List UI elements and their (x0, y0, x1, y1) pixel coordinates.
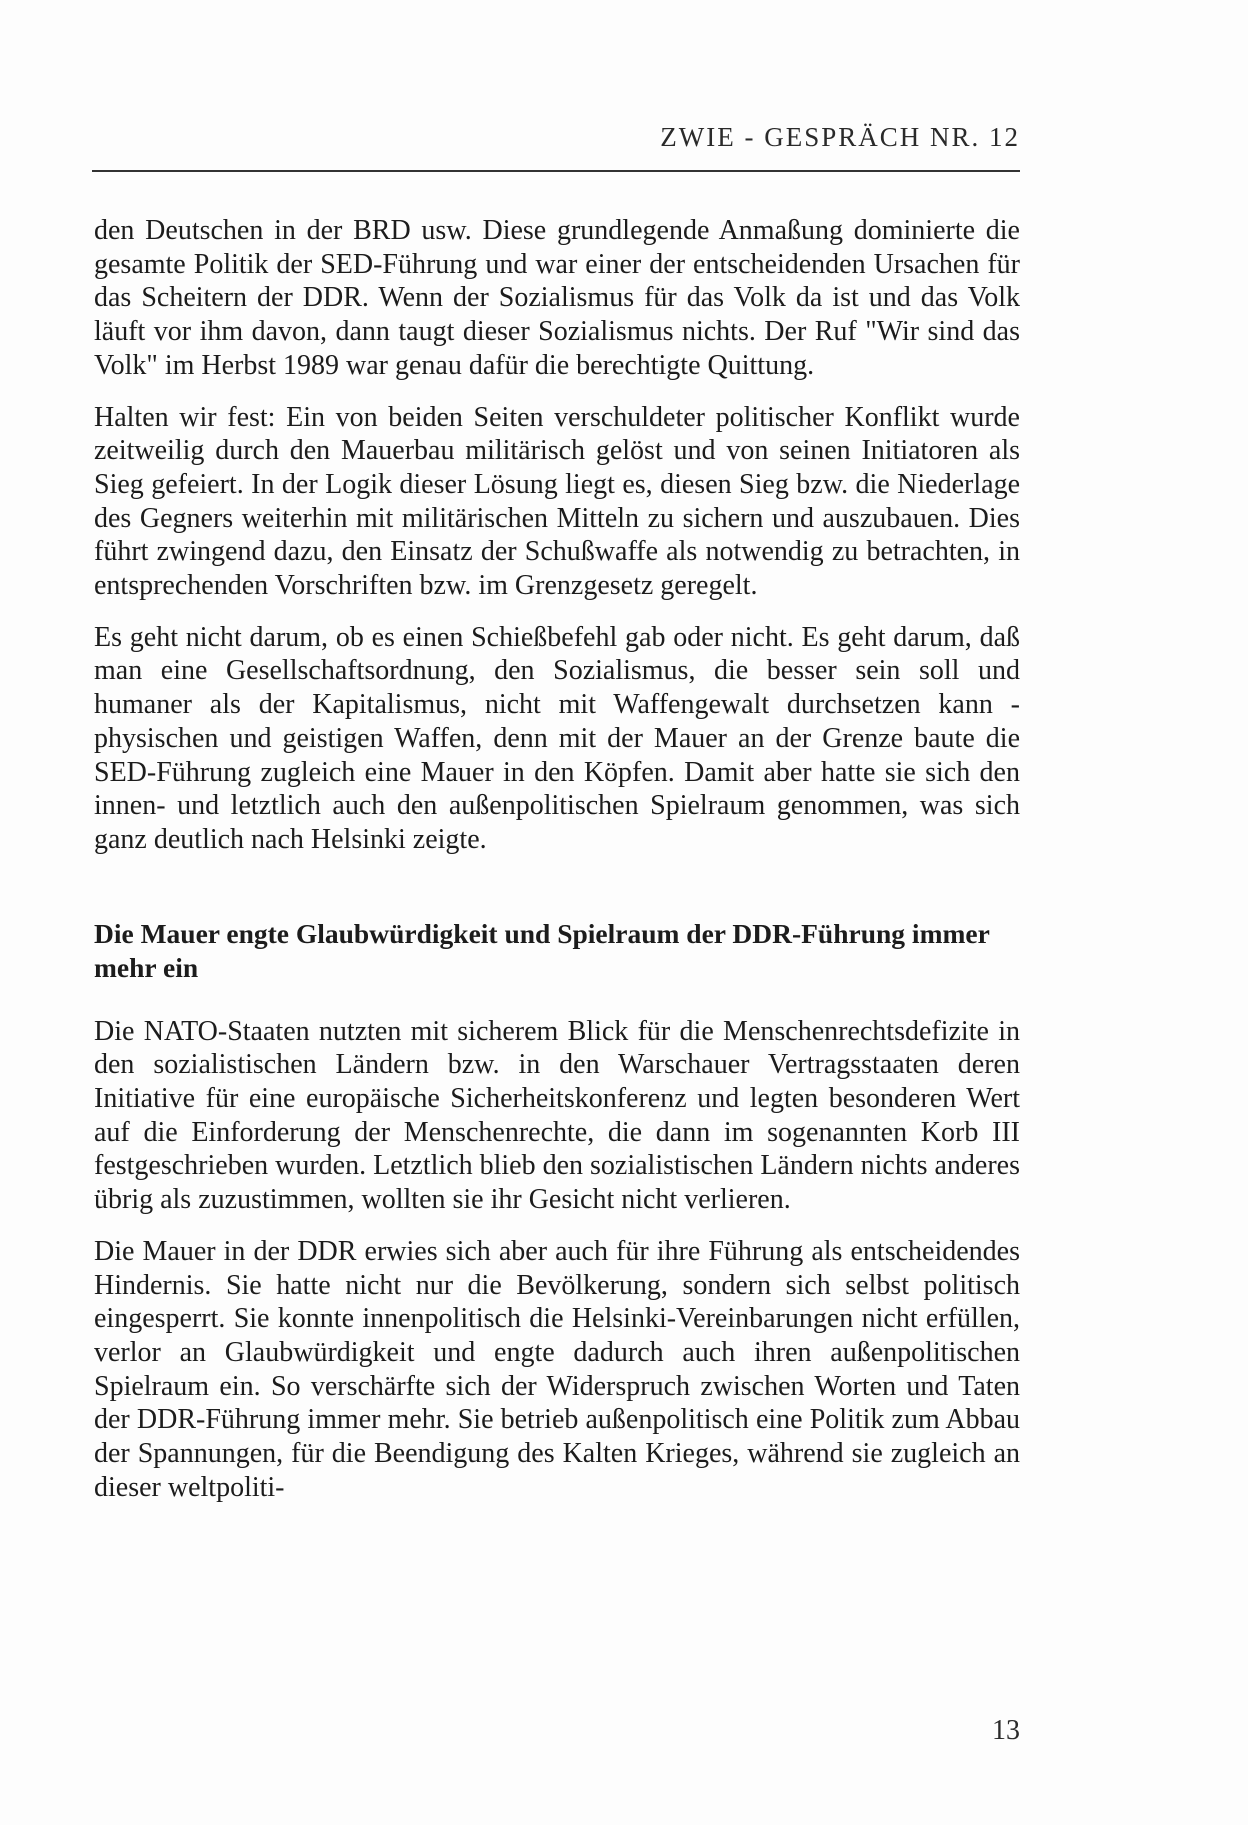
body-text (94, 214, 1020, 1523)
paragraph: Halten wir fest: Ein von beiden Seiten verschuldeter politischer Konflikt wurde zeitweilig durch den Mauerbau militärisch gelöst und von seinen Initiatoren als Sieg gefeiert. In der Logik dieser Lösung liegt es, diesen Sieg bzw. die Niederlage des Gegners weiterhin mit militärischen Mitteln zu sichern und auszubauen. Dies führt zwingend dazu, den Einsatz der Schußwaffe als notwendig zu betrachten, in entsprechenden Vorschriften bzw. im Grenzgesetz geregelt. (94, 401, 1020, 602)
section-heading: Die Mauer engte Glaubwürdigkeit und Spielraum der DDR-Führung immer mehr ein (94, 917, 990, 983)
paragraph: Es geht nicht darum, ob es einen Schießbefehl gab oder nicht. Es geht darum, daß man eine Gesellschaftsordnung, den Sozialismus, die besser sein soll und humaner als der Kapitalismus, nicht mit Waffengewalt durchsetzen kann - physischen und geistigen Waffen, denn mit der Mauer an der Grenze baute die SED-Führung zugleich eine Mauer in den Köpfen. Damit aber hatte sie sich den innen- und letztlich auch den außenpolitischen Spielraum genommen, was sich ganz deutlich nach Helsinki zeigte. (94, 621, 1020, 855)
running-header: ZWIE - GESPRÄCH NR. 12 (660, 122, 1020, 152)
paragraph: Die Mauer in der DDR erwies sich aber auch für ihre Führung als entscheidendes Hindernis. Sie hatte nicht nur die Bevölkerung, sondern sich selbst politisch eingesperrt. Sie konnte innenpolitisch die Helsinki-Vereinbarungen nicht erfüllen, verlor an Glaubwürdigkeit und engte dadurch auch ihren außenpolitischen Spielraum ein. So verschärfte sich der Widerspruch zwischen Worten und Taten der DDR-Führung immer mehr. Sie betrieb außenpolitisch eine Politik zum Abbau der Spannungen, für die Beendigung des Kalten Krieges, während sie zugleich an dieser weltpoliti- (94, 1235, 1020, 1503)
header-rule (92, 170, 1020, 172)
paragraph: den Deutschen in der BRD usw. Diese grundlegende Anmaßung dominierte die gesamte Politik der SED-Führung und war einer der entscheidenden Ursachen für das Scheitern der DDR. Wenn der Sozialismus für das Volk da ist und das Volk läuft vor ihm davon, dann taugt dieser Sozialismus nichts. Der Ruf "Wir sind das Volk" im Herbst 1989 war genau dafür die berechtigte Quittung. (94, 215, 1020, 381)
paragraph: Die NATO-Staaten nutzten mit sicherem Blick für die Menschenrechtsdefizite in den sozialistischen Ländern bzw. in den Warschauer Vertragsstaaten deren Initiative für eine europäische Sicherheitskonferenz und legten besonderen Wert auf die Einforderung der Menschenrechte, die dann im sogenannten Korb III festgeschrieben wurden. Letztlich blieb den sozialistischen Ländern nichts anderes übrig als zuzustimmen, wollten sie ihr Gesicht nicht verlieren. (94, 1015, 1020, 1216)
page-number: 13 (992, 1715, 1020, 1746)
